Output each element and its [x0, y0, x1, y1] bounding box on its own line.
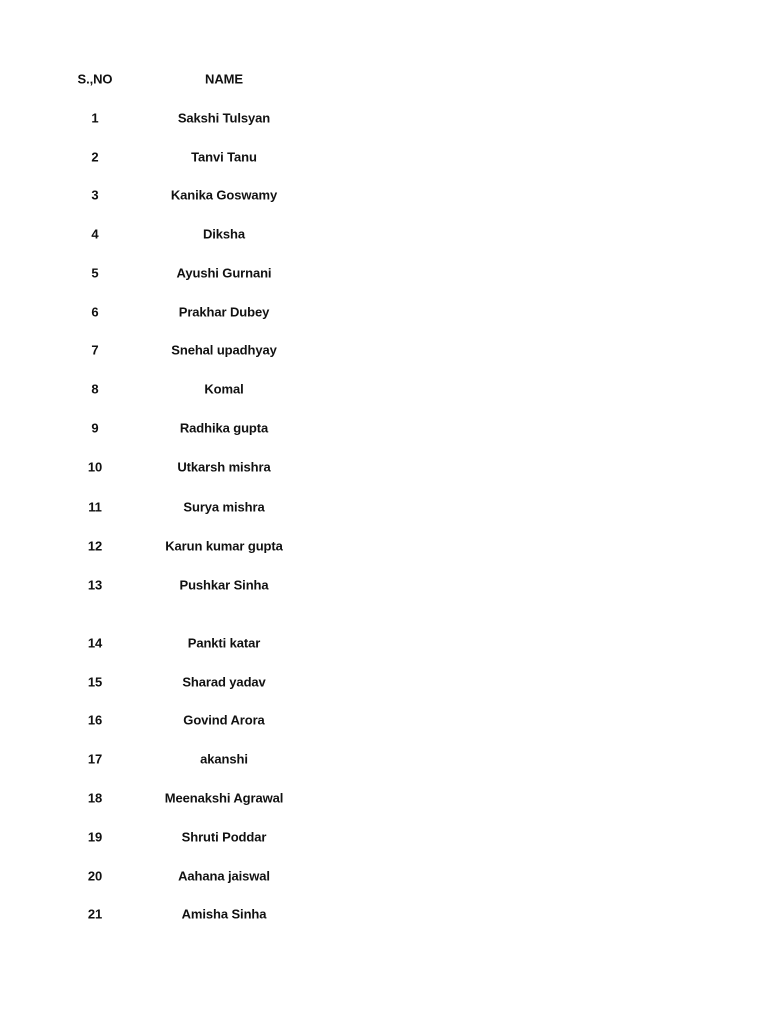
row-name: Prakhar Dubey — [178, 304, 270, 320]
header-sno: S.,NO — [77, 71, 113, 87]
row-name: Sharad yadav — [182, 674, 266, 690]
row-name: akanshi — [200, 751, 248, 767]
row-name: Pushkar Sinha — [179, 577, 269, 593]
row-name: Shruti Poddar — [181, 829, 267, 845]
row-name: Utkarsh mishra — [177, 459, 271, 475]
row-sno: 6 — [91, 304, 99, 320]
row-name: Snehal upadhyay — [171, 342, 277, 358]
row-name: Tanvi Tanu — [191, 149, 257, 165]
row-sno: 7 — [91, 342, 99, 358]
row-sno: 12 — [87, 538, 103, 554]
row-name: Karun kumar gupta — [165, 538, 283, 554]
row-name: Diksha — [202, 226, 246, 242]
row-sno: 2 — [91, 149, 99, 165]
row-sno: 19 — [87, 829, 103, 845]
row-sno: 4 — [91, 226, 99, 242]
row-sno: 15 — [87, 674, 103, 690]
row-sno: 1 — [91, 110, 99, 126]
row-sno: 16 — [87, 712, 103, 728]
row-name: Ayushi Gurnani — [176, 265, 272, 281]
row-sno: 14 — [87, 635, 103, 651]
row-sno: 8 — [91, 381, 99, 397]
row-sno: 10 — [87, 459, 103, 475]
row-sno: 17 — [87, 751, 103, 767]
row-name: Surya mishra — [183, 499, 265, 515]
row-sno: 9 — [91, 420, 99, 436]
row-sno: 18 — [87, 790, 103, 806]
row-name: Kanika Goswamy — [170, 187, 278, 203]
row-name: Amisha Sinha — [181, 906, 267, 922]
row-name: Pankti katar — [187, 635, 261, 651]
row-sno: 3 — [91, 187, 99, 203]
row-sno: 11 — [88, 499, 102, 515]
row-sno: 5 — [91, 265, 99, 281]
row-name: Komal — [204, 381, 244, 397]
header-name: NAME — [205, 71, 243, 87]
row-sno: 13 — [87, 577, 103, 593]
row-name: Radhika gupta — [179, 420, 269, 436]
row-sno: 20 — [87, 868, 103, 884]
row-name: Aahana jaiswal — [178, 868, 270, 884]
row-sno: 21 — [87, 906, 103, 922]
row-name: Sakshi Tulsyan — [177, 110, 271, 126]
row-name: Govind Arora — [183, 712, 265, 728]
row-name: Meenakshi Agrawal — [164, 790, 284, 806]
